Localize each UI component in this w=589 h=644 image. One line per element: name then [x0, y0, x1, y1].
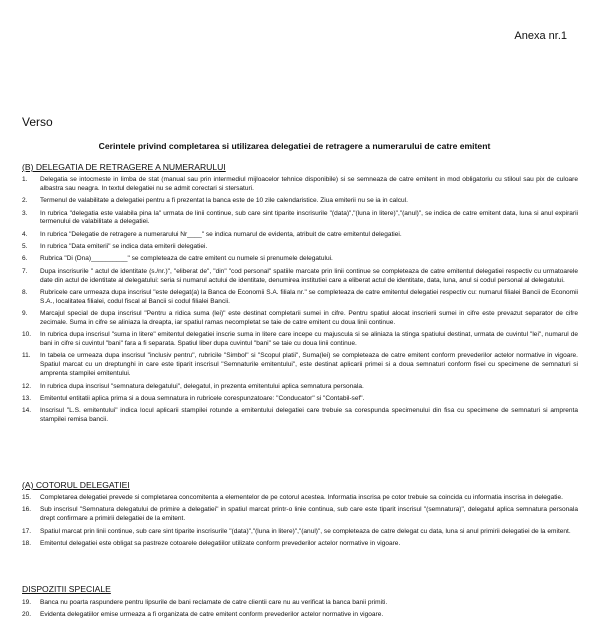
- list-item: [22, 407, 578, 425]
- item-number: 11.: [22, 352, 31, 360]
- item-text: In rubrica dupa inscrisul "suma in litere" emitentul delegatiei inscrie suma in litere care incepe cu majuscula si se aliniaza la stinga spatiului destinat, urmata de cuvintul "lei", numarul de bani in cifre si cuvintul "bani" fara a fi separata. Spatiul liber dupa cuvintul "bani" se taie cu doua linii continue.: [40, 331, 578, 348]
- section-heading-dispozitii: DISPOZITII SPECIALE: [22, 584, 111, 594]
- list-item: [22, 611, 578, 620]
- list-item: [22, 231, 578, 240]
- item-number: 4.: [22, 230, 28, 238]
- item-text: Banca nu poarta raspundere pentru lipsurile de bani reclamate de catre clientii care nu au verificat la banca banii primiti.: [40, 599, 388, 606]
- item-number: 19.: [22, 599, 32, 606]
- list-item: [22, 494, 578, 503]
- item-text: Dupa inscrisurile " actul de identitate (s./nr.)", "eliberat de", "din" "cod personal" spatiile marcate prin linii continue se completeaza de catre emitentul delegatiei respectiv cu urmatoarele date din actul de identitate al delegatului: seria si numarul actului de identitate, denumirea institutiei care a eliberat actul de identitate, data, luna, anul si codul personal al delegatului.: [40, 267, 578, 284]
- item-number: 16.: [22, 506, 32, 514]
- list-item: [22, 395, 578, 404]
- item-text: Emitentul entitatii aplica prima si a doua semnatura in rubricele corespunzatoare: "Conducator" si "Contabil-sef".: [40, 394, 365, 402]
- item-number: 18.: [22, 539, 32, 547]
- item-number: 14.: [22, 407, 32, 415]
- item-text: In tabela ce urmeaza dupa inscrisul "inclusiv pentru", rubricile "Simbol" si "Scopul platii", Suma(lei) se completeaza de catre emitent conform prevederilor actelor normative in vigoare. Spatiul marcat cu un dreptunghi in care este tiparit inscrisul "Semnaturile emitentului", este destinat aplicarii primei si a doua semnaturi conform fisei cu specimene de semnaturi si amprenta stampilei emitentului.: [40, 352, 578, 378]
- list-item: [22, 383, 578, 392]
- item-number: 6.: [22, 255, 28, 263]
- list-item: [22, 528, 578, 537]
- list-dispozitii: [22, 599, 578, 624]
- item-number: 15.: [22, 494, 32, 501]
- annex-label: Anexa nr.1: [514, 30, 567, 42]
- item-text: In rubrica "delegatia este valabila pina la" urmata de linii continue, sub care sint tiparite inscrisurile "(data)","(luna in litere)","(anul)", se indica de catre emitent data, luna si anul expirarii termenului de valabilitate a delegatiei.: [40, 209, 578, 226]
- list-item: [22, 310, 578, 328]
- item-text: Sub inscrisul "Semnatura delegatului de primire a delegatiei" in spatiul marcat printr-o linie continua, sub care este tiparit inscrisul "(semnatura)", delegatul aplica semnatura personala drept confirmare a primirii delegatiei de la emitent.: [40, 506, 578, 523]
- item-text: In rubrica "Data emiterii" se indica data emiterii delegatiei.: [40, 243, 208, 250]
- list-item: [22, 540, 578, 549]
- item-text: Emitentul delegatiei este obligat sa pastreze cotoarele delegatiilor utilizate conform prevederilor actelor normative in vigoare.: [40, 539, 401, 547]
- document-title: Cerintele privind completarea si utilizarea delegatiei de retragere a numerarului de catre emitent: [98, 141, 491, 151]
- list-item: [22, 289, 578, 307]
- list-item: [22, 176, 578, 194]
- item-number: 12.: [22, 382, 32, 390]
- list-item: [22, 599, 578, 608]
- item-text: Spatiul marcat prin linii continue, sub care sint tiparite inscrisurile "(data)","(luna in litere)","(anul)", se completeaza de catre delegat cu data, luna si anul primirii delegatiei de la emitent.: [40, 527, 571, 535]
- item-number: 3.: [22, 209, 28, 217]
- item-number: 8.: [22, 288, 28, 296]
- list-item: [22, 255, 578, 264]
- list-item: [22, 506, 578, 524]
- item-text: Evidenta delegatiilor emise urmeaza a fi organizata de catre emitent conform prevederilor actelor normative in vigoare.: [40, 611, 384, 619]
- list-item: [22, 197, 578, 206]
- item-number: 13.: [22, 394, 32, 402]
- item-text: Inscrisul "L.S. emitentului" indica locul aplicarii stampilei rotunde a emitentului delegatiei care trebuie sa corespunda specimenului din fisa cu specimene de semnaturi si amprenta stampilei remisa bancii.: [40, 407, 578, 424]
- list-cotorul: [22, 494, 578, 552]
- item-text: Marcajul special de dupa inscrisul "Pentru a ridica suma (lei)" este destinat completarii sumei in cifre. Pentru spatiul alocat inscrierii sumei in cifre este prevazut separator de cifre zecimale. Suma in cifre se aliniaza la dreapta, iar spatiul ramas necompletat se taie de catre emitent cu doua linii continue.: [40, 310, 578, 326]
- item-number: 2.: [22, 197, 28, 205]
- list-item: [22, 210, 578, 228]
- item-number: 1.: [22, 176, 28, 183]
- item-number: 20.: [22, 611, 32, 619]
- list-item: [22, 352, 578, 379]
- item-text: Termenul de valabilitate a delegatiei pentru a fi prezentat la banca este de 10 zile calendaristice. Ziua emiterii nu se ia in calcul.: [40, 197, 408, 205]
- section-heading-delegatia: (B) DELEGATIA DE RETRAGERE A NUMERARULUI: [22, 162, 226, 172]
- item-text: Rubricele care urmeaza dupa inscrisul "este delegat(a) la Banca de Economii S.A. filiala nr." se completeaza de catre emitentul delegatiei respectiv cu: numarul filialei Bancii de Economii S.A., localitatea filialei, codul fiscal al Bancii si codul filialei Bancii.: [40, 288, 578, 305]
- section-heading-cotorul: (A) COTORUL DELEGATIEI: [22, 480, 130, 490]
- item-text: In rubrica "Delegatie de retragere a numerarului Nr____" se indica numarul de evidenta, atribuit de catre emitentul delegatiei.: [40, 230, 402, 238]
- list-item: [22, 243, 578, 252]
- page-side-label: Verso: [22, 115, 53, 129]
- list-item: [22, 331, 578, 349]
- item-number: 7.: [22, 267, 28, 275]
- list-item: [22, 268, 578, 286]
- item-text: Completarea delegatiei prevede si completarea concomitenta a elementelor de pe cotorul acestea. Informatia inscrisa pe cotor trebuie sa coincida cu informatia inscrisa in delegatie.: [40, 494, 563, 501]
- item-number: 17.: [22, 527, 32, 535]
- list-delegatia: [22, 176, 578, 428]
- item-text: In rubrica dupa inscrisul "semnatura delegatului", delegatul, in prezenta emitentului aplica semnatura personala.: [40, 382, 364, 390]
- item-number: 5.: [22, 243, 28, 250]
- item-number: 9.: [22, 310, 28, 317]
- item-text: Rubrica "Di (Dna)__________" se completeaza de catre emitent cu numele si prenumele delegatului.: [40, 255, 333, 263]
- item-text: Delegatia se intocmeste in limba de stat (manual sau prin intermediul mijloacelor tehnice disponibile) si se semneaza de catre emitent in mod obligatoriu cu stiloul sau pix de culoare albastra sau neagra. In textul delegatiei nu se admit corectari si stersaturi.: [40, 176, 578, 192]
- item-number: 10.: [22, 331, 32, 339]
